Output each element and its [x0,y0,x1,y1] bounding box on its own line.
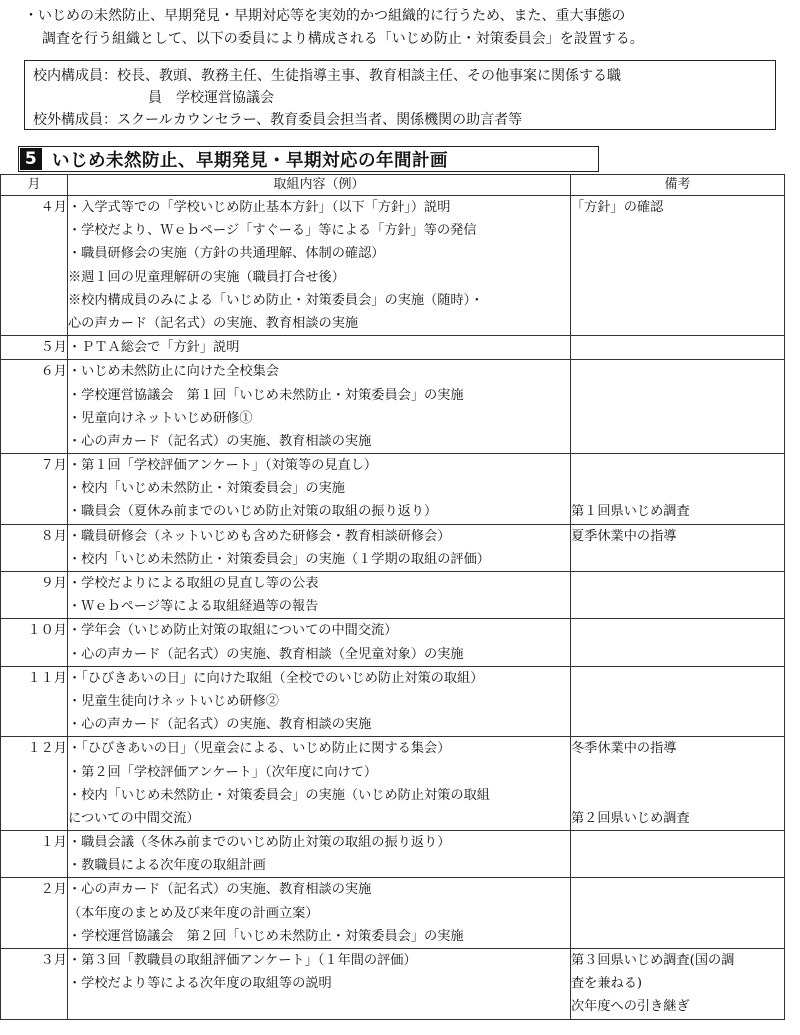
section-title: いじめ未然防止、早期発見・早期対応の年間計画 [52,150,448,171]
note-line: 査を兼ねる) [571,976,643,992]
intro-paragraph [24,5,784,51]
content-line: ※校内構成員のみによる「いじめ防止・対策委員会」の実施（随時）・ [68,292,484,308]
note-line: 第２回県いじめ調査 [571,810,690,826]
content-cell [68,360,571,454]
content-line: ・教職員による次年度の取組計画 [68,858,266,874]
header-content: 取組内容（例） [68,175,571,196]
content-cell [68,572,571,619]
content-line: ・職員研修会の実施（方針の共通理解、体制の確認） [68,246,385,262]
content-line: ・心の声カード（記名式）の実施、教育相談の実施 [68,433,372,449]
content-cell [68,666,571,737]
section-heading [18,146,599,172]
note-line [571,477,784,500]
content-line: ・校内「いじめ未然防止・対策委員会」の実施（１学期の取組の評価） [68,551,490,567]
content-line: ・Ｗｅｂページ等による取組経過等の報告 [68,599,319,615]
content-line: ・学校運営協議会 第２回「いじめ未然防止・対策委員会」の実施 [68,928,464,944]
note-line: 冬季休業中の指導 [571,741,677,757]
section-number: 5 [20,148,42,170]
month-cell: １２月 [1,737,68,831]
content-line: ・職員研修会（ネットいじめも含めた研修会・教育相談研修会） [68,528,451,544]
table-row [1,737,785,831]
notes-cell [571,737,785,831]
month-cell: ５月 [1,336,68,360]
content-line: （本年度のまとめ及び来年度の計画立案） [68,905,319,921]
month-cell: ４月 [1,196,68,336]
internal-members: 校内構成員：校長、教頭、教務主任、生徒指導主事、教育相談主任、その他事案に関係する職 [33,68,621,84]
notes-cell [571,196,785,336]
notes-cell [571,336,785,360]
internal-members-continued: 員 学校運営協議会 [148,90,274,106]
note-line [571,784,784,807]
table-row [1,454,785,525]
header-notes: 備考 [571,175,785,196]
committee-members-box [24,60,776,130]
note-line [571,454,784,477]
content-line: ・学校だより、Ｗｅｂページ「すぐーる」等による「方針」等の発信 [68,223,477,239]
content-line: ・学校運営協議会 第１回「いじめ未然防止・対策委員会」の実施 [68,387,464,403]
content-line: ※週１回の児童理解研の実施（職員打合せ後） [68,269,345,285]
notes-cell [571,949,785,1020]
content-line: ・学年会（いじめ防止対策の取組についての中間交流） [68,623,398,639]
content-line: ・職員会（夏休み前までのいじめ防止対策の取組の振り返り） [68,504,438,520]
content-line: ・児童生徒向けネットいじめ研修② [68,693,279,709]
content-line: ・学校だよりによる取組の見直し等の公表 [68,576,319,591]
table-row [1,572,785,619]
notes-cell [571,831,785,878]
table-row [1,949,785,1020]
content-line: ・校内「いじめ未然防止・対策委員会」の実施（いじめ防止対策の取組 [68,787,490,803]
month-cell: １月 [1,831,68,878]
content-line: ・職員会議（冬休み前までのいじめ防止対策の取組の振り返り） [68,835,451,851]
table-row [1,336,785,360]
month-cell: ９月 [1,572,68,619]
content-line: 心の声カード（記名式）の実施、教育相談の実施 [68,315,359,331]
external-members: 校外構成員：スクールカウンセラー、教育委員会担当者、関係機関の助言者等 [33,112,523,128]
content-cell [68,336,571,360]
notes-cell [571,878,785,949]
content-line: ・学校だより等による次年度の取組等の説明 [68,976,332,992]
notes-cell [571,572,785,619]
content-line: ・いじめ未然防止に向けた全校集会 [68,364,279,380]
content-cell [68,949,571,1020]
content-line: ・心の声カード（記名式）の実施、教育相談（全児童対象）の実施 [68,646,464,662]
content-line: ・第２回「学校評価アンケート」（次年度に向けて） [68,764,378,780]
content-line: ・第１回「学校評価アンケート」（対策等の見直し） [68,458,378,474]
table-row [1,619,785,666]
content-cell [68,619,571,666]
note-line: 第１回県いじめ調査 [571,504,690,520]
content-cell [68,831,571,878]
table-row [1,196,785,336]
note-line: 夏季休業中の指導 [571,528,677,544]
table-row [1,360,785,454]
table-row [1,878,785,949]
notes-cell [571,619,785,666]
header-month: 月 [1,175,68,196]
notes-cell [571,666,785,737]
content-line: ・「ひびきあいの日」に向けた取組（全校でのいじめ防止対策の取組） [68,670,484,686]
table-row [1,524,785,571]
month-cell: １０月 [1,619,68,666]
table-row [1,666,785,737]
note-line [571,761,784,784]
intro-line: 調査を行う組織として、以下の委員により構成される「いじめ防止・対策委員会」を設置する。 [42,31,644,47]
content-cell [68,454,571,525]
table-body [1,196,785,1020]
content-cell [68,196,571,336]
content-line: ・心の声カード（記名式）の実施、教育相談の実施 [68,717,372,733]
month-cell: １１月 [1,666,68,737]
content-line: ・入学式等での「学校いじめ防止基本方針」（以下「方針」）説明 [68,200,451,215]
notes-cell [571,524,785,571]
content-line: ・児童向けネットいじめ研修① [68,410,253,426]
note-line: 第３回県いじめ調査(国の調 [571,953,735,968]
month-cell: ２月 [1,878,68,949]
month-cell: ６月 [1,360,68,454]
table-row [1,831,785,878]
month-cell: ８月 [1,524,68,571]
note-line: 次年度への引き継ぎ [571,999,690,1015]
note-line: 「方針」の確認 [571,200,664,215]
content-line: ・「ひびきあいの日」（児童会による、いじめ防止に関する集会） [68,741,451,757]
content-cell [68,878,571,949]
month-cell: ７月 [1,454,68,525]
content-line: ・校内「いじめ未然防止・対策委員会」の実施 [68,481,345,497]
notes-cell [571,360,785,454]
notes-cell [571,454,785,525]
content-line: についての中間交流） [68,810,200,826]
content-cell [68,737,571,831]
table-header-row [1,175,785,196]
intro-line: ・いじめの未然防止、早期発見・早期対応等を実効的かつ組織的に行うため、また、重大事態の [24,8,626,24]
content-line: ・第３回「教職員の取組評価アンケート」（１年間の評価） [68,953,417,968]
content-line: ・心の声カード（記名式）の実施、教育相談の実施 [68,882,372,898]
month-cell: ３月 [1,949,68,1020]
annual-plan-table [0,174,785,1020]
content-cell [68,524,571,571]
content-line: ・ＰＴＡ総会で「方針」説明 [68,340,240,356]
